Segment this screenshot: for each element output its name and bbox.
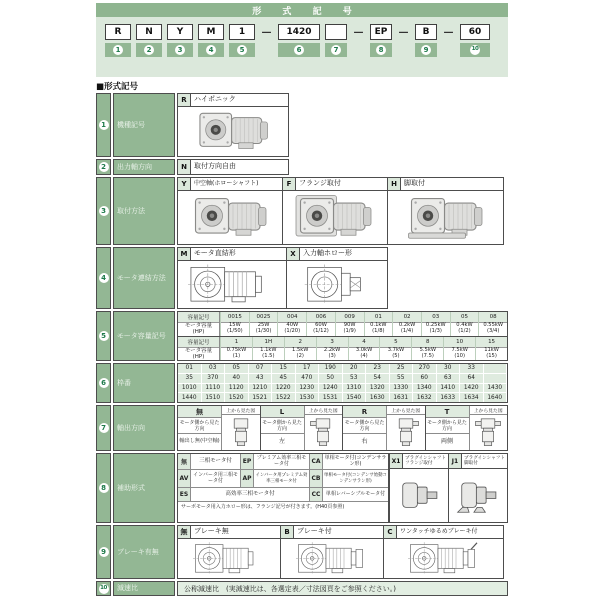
auxiliary-grid [177, 453, 389, 523]
circle-number-3: 3 [99, 206, 109, 216]
shaft-option-left [260, 405, 344, 451]
code-cell: Y [178, 178, 191, 190]
frame-number-cell: 53 [343, 374, 367, 383]
frame-number-cell: 1320 [366, 384, 390, 393]
top-view-label: 上から見た図 [470, 406, 508, 415]
frame-number-cell: 01 [178, 364, 202, 373]
capacity-hp: (1) [232, 352, 241, 359]
frame-number-cell [484, 374, 508, 383]
frame-number-cell: 1634 [460, 393, 484, 402]
row-label-mounting: 取付方法 [113, 177, 175, 245]
capacity-hp: (1/3) [429, 328, 442, 335]
code-desc: ブレーキ付 [297, 527, 332, 536]
frame-number-cell: 190 [319, 364, 343, 373]
aux-desc: インバータ用三相モータ付 [191, 470, 241, 488]
model-code-table [96, 93, 508, 596]
option-one-touch-brake [383, 525, 504, 579]
code-cell: AP [241, 470, 254, 488]
from-motor-label: モータ側から見た方向 [426, 418, 469, 434]
circle-number-8: 8 [99, 483, 109, 493]
servo-note: サーボモータ用入力ホロー形は、フランジ記号が付きます。(H40頁参照) [181, 504, 345, 510]
from-motor-label: モータ側から見た方向 [343, 418, 386, 434]
circle-number-6: 6 [294, 45, 304, 55]
gearmotor-line-icon [183, 541, 275, 577]
frame-number-cell: 54 [366, 374, 390, 383]
frame-number-cell: 1210 [249, 384, 273, 393]
code-desc: ハイポニック [194, 95, 236, 104]
frame-number-cell: 1632 [413, 393, 437, 402]
frame-number-cell: 1410 [437, 384, 461, 393]
shaft-option-none [177, 405, 261, 451]
code-box-9: B 9 [415, 24, 437, 57]
shaft-right-icon [391, 417, 421, 448]
row-label-output-shaft: 出力軸方向 [113, 159, 175, 175]
frame-number-cell: 1010 [178, 384, 202, 393]
aux-desc: インバータ用プレミアム効率三相モータ付 [254, 470, 310, 488]
row-label-frame-number: 枠番 [113, 363, 175, 403]
row-label-machine-type: 機種記号 [113, 93, 175, 157]
section-title: ■形式記号 [96, 82, 139, 92]
capacity-column [364, 312, 393, 336]
code-desc: 脚取付 [404, 179, 425, 188]
dash-separator: — [398, 26, 409, 38]
capacity-column [478, 312, 507, 336]
row-mounting-method [96, 177, 508, 245]
code-cell: 無 [178, 526, 191, 538]
code-cell: J1 [449, 454, 462, 468]
code-panel [96, 17, 508, 77]
code-cell: 無 [178, 454, 191, 470]
code-desc: フランジ取付 [299, 179, 341, 188]
shaft-dir-value: 右 [361, 437, 368, 445]
shaft-dir-value: 両側 [440, 437, 453, 445]
code-cell: X [287, 248, 300, 260]
capacity-column [306, 312, 335, 336]
code-box-5: 1 5 [229, 24, 255, 57]
capacity-code: 05 [451, 312, 479, 323]
circle-number-1: 1 [113, 45, 123, 55]
row-shaft-output-direction [96, 405, 508, 451]
row-label-motor-capacity: モータ容量記号 [113, 311, 175, 361]
frame-number-cell: 43 [249, 374, 273, 383]
capacity-kw: 0.4kW [456, 322, 473, 329]
capacity-code: 4 [349, 337, 380, 348]
frame-number-cell: 1522 [272, 393, 296, 402]
option-motor-direct [177, 247, 287, 309]
dash-separator: — [443, 26, 454, 38]
top-view-label: 上から見た図 [222, 406, 260, 415]
plugin-desc: プラグインシャフト 脚取付 [464, 455, 505, 466]
aux-desc: 単相モータ付(コンデンサ始動コンデンサラン形) [323, 470, 388, 488]
code-desc: ワンタッチゆるめブレーキ付 [400, 527, 478, 535]
capacity-cap-header: モータ容量 [184, 323, 213, 330]
code-box-4: M 4 [198, 24, 224, 57]
capacity-code: 15 [476, 337, 507, 348]
option-free-mounting [177, 159, 289, 175]
code-box-2: N 2 [136, 24, 162, 57]
capacity-code: 004 [278, 312, 306, 323]
row-machine-type [96, 93, 508, 157]
frame-number-cell: 1230 [296, 384, 320, 393]
capacity-kw: 0.1kW [370, 322, 387, 329]
reduction-ratio-note: 公称減速比 (実減速比は、各選定表／寸法図頁をご参照ください。) [177, 581, 508, 596]
capacity-code-header: 容量記号 [178, 337, 219, 348]
capacity-kw: 11kW [484, 346, 499, 353]
code-desc: 中空軸(ホローシャフト) [194, 179, 259, 187]
capacity-column [348, 337, 380, 361]
code-cell: CC [310, 488, 323, 502]
capacity-hp: (1/50) [227, 328, 243, 335]
dash-separator: — [353, 26, 364, 38]
capacity-table-small [178, 312, 507, 336]
row-frame-number [96, 363, 508, 403]
capacity-column [316, 337, 348, 361]
frame-number-cell: 1630 [366, 393, 390, 402]
capacity-code: 5 [380, 337, 411, 348]
code-cell: AV [178, 470, 191, 488]
code-box-10: 60 10 [460, 24, 490, 57]
capacity-column [277, 312, 306, 336]
page-title: 形 式 記 号 [96, 3, 508, 17]
frame-number-cell: 1120 [225, 384, 249, 393]
gearmotor-photo-icon [186, 109, 280, 155]
circle-number-4: 4 [206, 45, 216, 55]
from-motor-label: モータ側から見た方向 [178, 418, 221, 434]
circle-number-3: 3 [175, 45, 185, 55]
frame-number-cell: 1530 [296, 393, 320, 402]
frame-number-cell: 1521 [249, 393, 273, 402]
shaft-left-icon [308, 417, 338, 448]
capacity-code: 3 [317, 337, 348, 348]
dash-separator: — [261, 26, 272, 38]
capacity-hp: (3/4) [486, 328, 500, 335]
frame-number-cell: 1640 [484, 393, 508, 402]
code-cell: T [426, 406, 469, 418]
frame-number-cell: 05 [225, 364, 249, 373]
code-cell: ES [178, 488, 191, 502]
row-reduction-ratio [96, 581, 508, 596]
option-plugin-flange [389, 453, 449, 523]
frame-number-cell: 55 [390, 374, 414, 383]
capacity-hp: (1/20) [284, 328, 301, 335]
frame-number-cell: 1110 [202, 384, 226, 393]
frame-number-table [177, 363, 508, 403]
capacity-code: 0025 [250, 312, 278, 323]
code-box-1: R 1 [105, 24, 131, 57]
circle-number-4: 4 [99, 273, 109, 283]
capacity-hp: (4) [360, 352, 368, 359]
frame-number-cell: 1240 [319, 384, 343, 393]
capacity-hp: (15) [486, 352, 497, 359]
capacity-kw: 0.55kW [483, 322, 504, 329]
option-hyponic [177, 93, 289, 157]
option-hollow-shaft [177, 177, 283, 245]
row-label-shaft-direction: 軸出方向 [113, 405, 175, 451]
capacity-code: 1H [253, 337, 284, 348]
circle-number-9: 9 [421, 45, 431, 55]
code-desc: 取付方向自由 [194, 162, 236, 171]
plugin-desc: プラグインシャフト フランジ取付 [405, 455, 446, 466]
frame-number-cell: 1510 [202, 393, 226, 402]
frame-number-cell: 370 [202, 374, 226, 383]
code-cell: CB [310, 470, 323, 488]
capacity-hp: (1/8) [372, 328, 385, 335]
code-cell: N [178, 160, 191, 174]
frame-number-cell: 1310 [343, 384, 367, 393]
aux-desc: 三相モータ付 [191, 454, 241, 470]
shaft-none-icon [226, 417, 256, 448]
plugin-shaft-options [389, 453, 508, 523]
row-label-reduction-ratio: 減速比 [113, 581, 175, 596]
capacity-column [252, 337, 284, 361]
capacity-code: 08 [479, 312, 507, 323]
capacity-hp: (3) [328, 352, 336, 359]
circle-number-10: 10 [99, 584, 109, 594]
capacity-cap-header: モータ容量 [184, 347, 213, 354]
capacity-column [220, 337, 252, 361]
frame-number-cell: 03 [202, 364, 226, 373]
capacity-code: 006 [307, 312, 335, 323]
code-cell: H [388, 178, 401, 190]
capacity-column [379, 337, 411, 361]
aux-desc: 単相モータ付(コンデンサラン形) [323, 454, 388, 470]
frame-number-cell: 270 [413, 364, 437, 373]
code-box-3: Y 3 [167, 24, 193, 57]
shaft-dir-value: 左 [278, 437, 285, 445]
frame-number-cell: 1531 [319, 393, 343, 402]
capacity-code: 03 [422, 312, 450, 323]
capacity-column [335, 312, 364, 336]
gearmotor-flange-icon [289, 194, 381, 242]
frame-number-cell: 30 [437, 364, 461, 373]
aux-desc: 単相レバーシブルモータ付 [323, 488, 388, 502]
capacity-table [177, 311, 508, 361]
capacity-kw: 0.75kW [226, 346, 247, 353]
capacity-column [284, 337, 316, 361]
circle-number-10: 10 [470, 45, 480, 55]
code-box-7 [325, 24, 347, 57]
capacity-hp: (10) [454, 352, 465, 359]
capacity-hp: (5) [392, 352, 400, 359]
code-cell: C [384, 526, 397, 538]
frame-number-cell [484, 364, 508, 373]
code-box-8: EP 8 [370, 24, 392, 57]
row-brake [96, 525, 508, 579]
code-box-6: 1420 6 [278, 24, 320, 57]
capacity-code: 10 [444, 337, 475, 348]
circle-number-1: 1 [99, 120, 109, 130]
code-cell: B [281, 526, 294, 538]
capacity-column [220, 312, 249, 336]
shaft-dir-value: 軸出し無(中空軸) [179, 438, 220, 445]
capacity-table-large [178, 336, 507, 361]
gearmotor-photo-icon [184, 194, 276, 242]
circle-number-7: 7 [99, 423, 109, 433]
capacity-column [249, 312, 278, 336]
capacity-hp: (2) [296, 352, 304, 359]
capacity-hp: (1/4) [400, 328, 414, 335]
frame-number-cell: 25 [390, 364, 414, 373]
capacity-kw: 1.1kW [260, 346, 277, 353]
gearmotor-brake-lever-icon [398, 541, 490, 577]
capacity-column [475, 337, 507, 361]
capacity-code-header: 容量記号 [178, 312, 219, 323]
code-cell: M [178, 248, 191, 260]
frame-number-cell: 1633 [437, 393, 461, 402]
frame-number-cell: 20 [343, 364, 367, 373]
code-desc: モータ直結形 [194, 249, 236, 258]
capacity-code: 02 [393, 312, 421, 323]
capacity-kw: 3.0kW [355, 346, 373, 353]
capacity-code: 0015 [221, 312, 249, 323]
capacity-hp: (1/2) [458, 328, 471, 335]
capacity-code: 1 [221, 337, 252, 348]
option-no-brake [177, 525, 281, 579]
from-motor-label: モータ側から見た方向 [261, 418, 304, 434]
frame-number-cell: 60 [413, 374, 437, 383]
frame-number-cell: 1631 [390, 393, 414, 402]
circle-number-7: 7 [331, 45, 341, 55]
capacity-column [411, 337, 443, 361]
capacity-kw: 5.5kW [419, 346, 436, 353]
code-cell: R [178, 94, 191, 106]
row-output-shaft-direction [96, 159, 508, 175]
row-label-motor-connection: モータ連結方法 [113, 247, 175, 309]
frame-number-cell: 17 [296, 364, 320, 373]
capacity-column [450, 312, 479, 336]
capacity-kw: 15W [228, 322, 241, 329]
circle-number-5: 5 [99, 331, 109, 341]
frame-number-cell: 63 [437, 374, 461, 383]
frame-number-cell: 1540 [343, 393, 367, 402]
option-flange-mount [282, 177, 388, 245]
capacity-kw: 1.5kW [292, 346, 309, 353]
capacity-kw: 25W [257, 322, 270, 329]
frame-number-cell: 1520 [225, 393, 249, 402]
frame-number-cell: 1420 [460, 384, 484, 393]
top-view-label: 上から見た図 [387, 406, 425, 415]
gearmotor-foot-icon [400, 194, 492, 242]
capacity-hp-header: (HP) [192, 329, 205, 336]
code-cell: CA [310, 454, 323, 470]
code-cell: F [283, 178, 296, 190]
capacity-kw: 3.7kW [387, 346, 405, 353]
code-cell: 無 [178, 406, 221, 418]
code-desc: ブレーキ無 [194, 527, 229, 536]
row-label-auxiliary: 補助形式 [113, 453, 175, 523]
frame-number-cell: 1220 [272, 384, 296, 393]
capacity-hp: (1/9) [343, 328, 356, 335]
capacity-hp: (1.5) [262, 352, 275, 359]
code-cell: R [343, 406, 386, 418]
capacity-kw: 0.2kW [398, 322, 416, 329]
frame-number-cell: 35 [178, 374, 202, 383]
capacity-hp: (1/12) [313, 328, 329, 335]
option-plugin-foot [448, 453, 508, 523]
capacity-kw: 90W [343, 322, 356, 329]
option-with-brake [280, 525, 384, 579]
frame-number-cell: 15 [272, 364, 296, 373]
aux-desc: 高効率三相モータ付 [191, 488, 310, 502]
row-label-brake: ブレーキ有無 [113, 525, 175, 579]
capacity-kw: 40W [286, 322, 299, 329]
circle-number-2: 2 [99, 162, 109, 172]
shaft-both-icon [473, 417, 503, 448]
capacity-column [392, 312, 421, 336]
row-motor-connection [96, 247, 508, 309]
frame-number-cell: 470 [296, 374, 320, 383]
shaft-option-both [425, 405, 509, 451]
gearmotor-brake-icon [286, 541, 378, 577]
plugin-shaft-foot-icon [452, 477, 504, 515]
capacity-code: 2 [285, 337, 316, 348]
capacity-column [443, 337, 475, 361]
circle-number-5: 5 [237, 45, 247, 55]
frame-number-cell: 33 [460, 364, 484, 373]
capacity-hp-header: (HP) [192, 353, 205, 360]
capacity-hp: (1/30) [255, 328, 272, 335]
frame-number-cell: 1440 [178, 393, 202, 402]
capacity-hp: (7.5) [421, 352, 434, 359]
frame-number-cell: 23 [366, 364, 390, 373]
circle-number-2: 2 [144, 45, 154, 55]
capacity-kw: 7.5kW [451, 346, 468, 353]
option-foot-mount [387, 177, 504, 245]
frame-number-cell: 1330 [390, 384, 414, 393]
capacity-kw: 0.25kW [425, 322, 446, 329]
plugin-shaft-flange-icon [393, 477, 445, 515]
capacity-code: 8 [412, 337, 443, 348]
frame-number-cell: 1340 [413, 384, 437, 393]
code-cell: EP [241, 454, 254, 470]
code-cell: L [261, 406, 304, 418]
frame-number-cell: 07 [249, 364, 273, 373]
circle-number-9: 9 [99, 547, 109, 557]
circle-number-8: 8 [376, 45, 386, 55]
aux-desc: プレミアム効率三相モータ付 [254, 454, 310, 470]
capacity-code: 01 [365, 312, 393, 323]
code-cell: X1 [390, 454, 403, 468]
gearmotor-line-icon [184, 263, 280, 307]
frame-number-cell: 50 [319, 374, 343, 383]
row-auxiliary-type [96, 453, 508, 523]
frame-number-cell: 45 [272, 374, 296, 383]
frame-number-cell: 1430 [484, 384, 508, 393]
capacity-kw: 60W [315, 322, 327, 329]
gearbox-hollow-icon [292, 263, 382, 307]
top-view-label: 上から見た図 [305, 406, 343, 415]
circle-number-6: 6 [99, 378, 109, 388]
model-code-header [96, 3, 508, 77]
capacity-column [421, 312, 450, 336]
option-input-hollow [286, 247, 388, 309]
capacity-code: 009 [336, 312, 364, 323]
frame-number-cell: 64 [460, 374, 484, 383]
frame-number-cell: 40 [225, 374, 249, 383]
shaft-option-right [342, 405, 426, 451]
code-desc: 入力軸ホロー形 [303, 249, 352, 258]
capacity-kw: 2.2kW [323, 346, 341, 353]
row-motor-capacity [96, 311, 508, 361]
